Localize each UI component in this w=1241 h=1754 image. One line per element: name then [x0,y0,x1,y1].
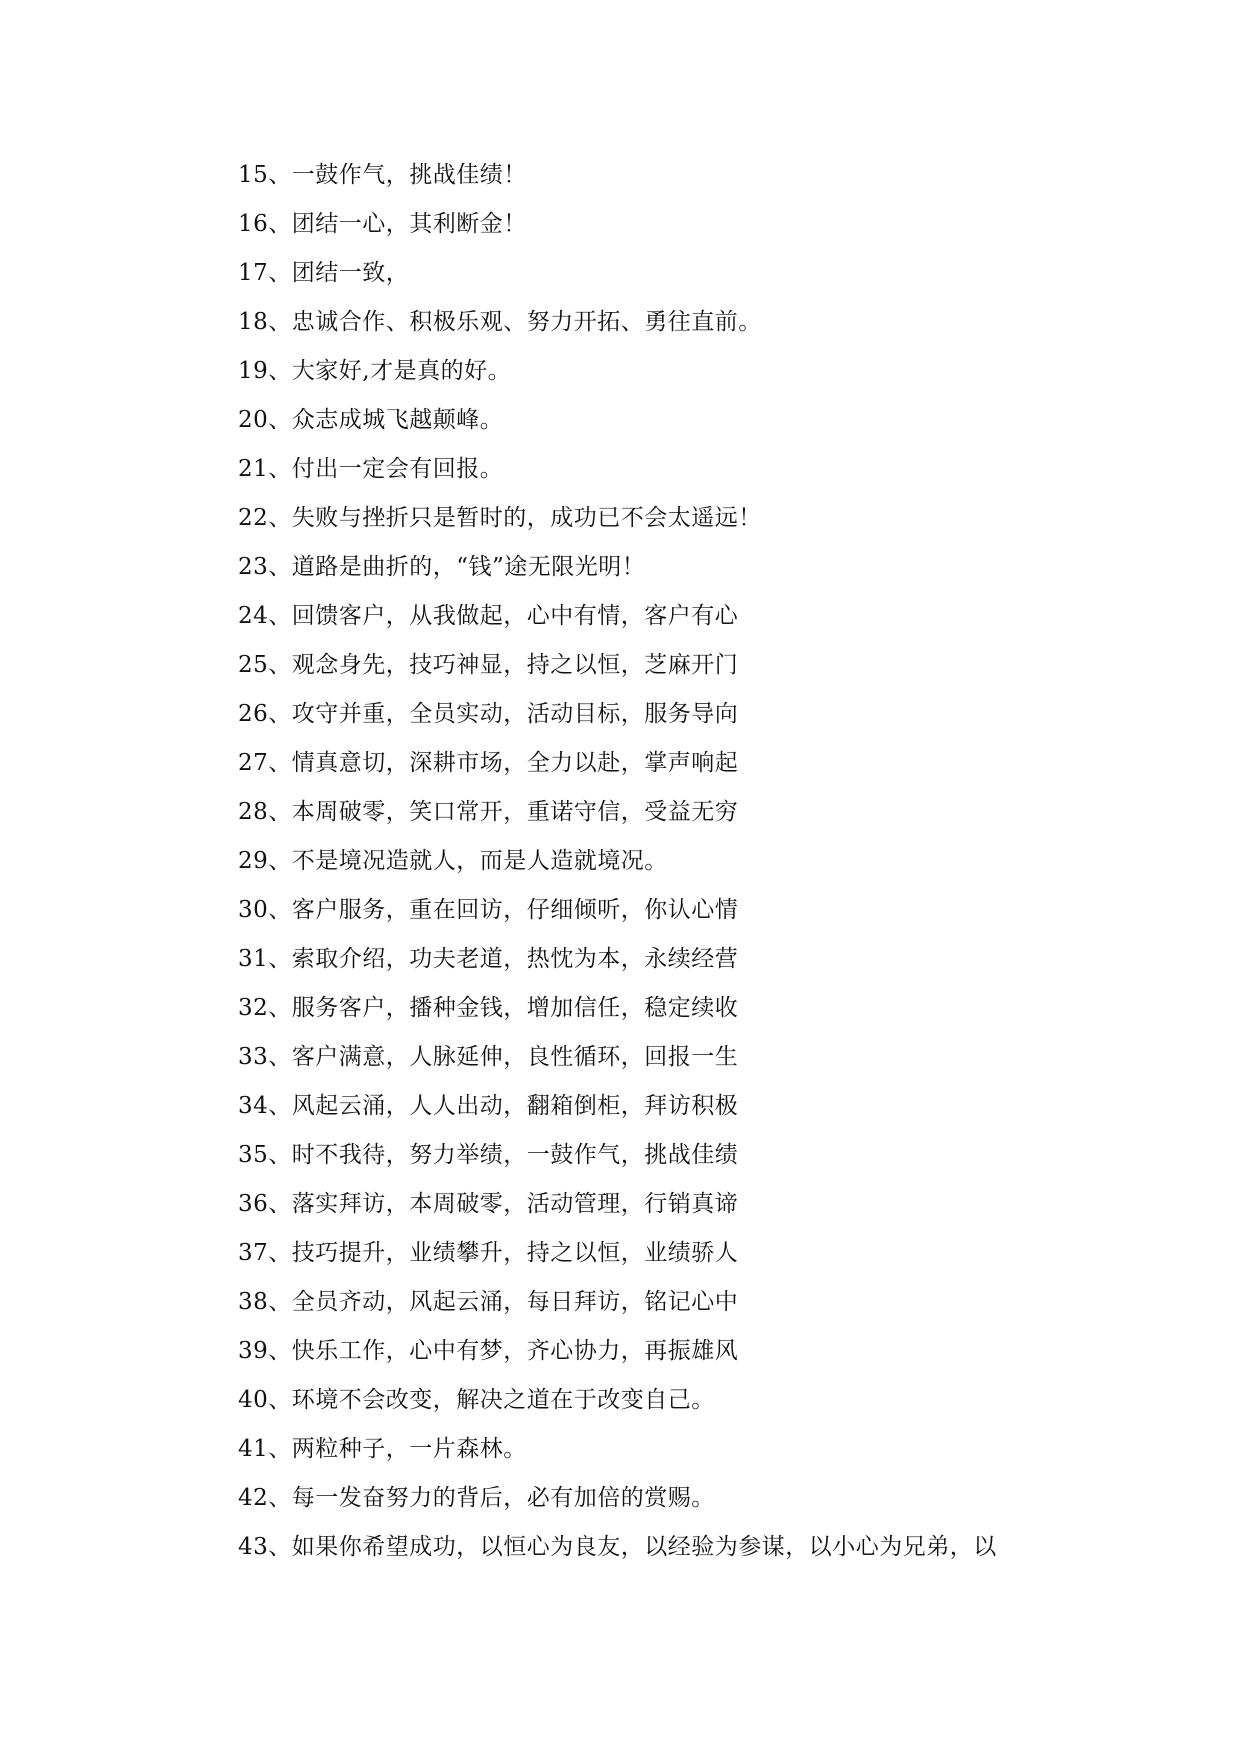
list-item: 36、落实拜访，本周破零，活动管理，行销真谛 [238,1191,739,1217]
list-item: 18、忠诚合作、积极乐观、努力开拓、勇往直前。 [238,309,762,335]
list-item: 16、团结一心，其利断金！ [238,211,527,237]
list-item: 28、本周破零，笑口常开，重诺守信，受益无穷 [238,799,739,825]
list-item: 30、客户服务，重在回访，仔细倾听，你认心情 [238,897,739,923]
list-item: 26、攻守并重，全员实动，活动目标，服务导向 [238,701,739,727]
list-item: 32、服务客户，播种金钱，增加信任，稳定续收 [238,995,739,1021]
list-item: 33、客户满意，人脉延伸，良性循环，回报一生 [238,1044,739,1070]
list-item: 35、时不我待，努力举绩，一鼓作气，挑战佳绩 [238,1142,739,1168]
list-item: 19、大家好,才是真的好。 [238,358,512,384]
list-item: 23、道路是曲折的，“钱”途无限光明！ [238,554,646,580]
list-item: 31、索取介绍，功夫老道，热忱为本，永续经营 [238,946,739,972]
list-item: 42、每一发奋努力的背后，必有加倍的赏赐。 [238,1485,715,1511]
list-item: 24、回馈客户，从我做起，心中有情，客户有心 [238,603,739,629]
list-item: 21、付出一定会有回报。 [238,456,504,482]
slogan-list [238,155,1138,1576]
list-item: 25、观念身先，技巧神显，持之以恒，芝麻开门 [238,652,739,678]
list-item: 15、一鼓作气，挑战佳绩！ [238,162,527,188]
list-item: 41、两粒种子，一片森林。 [238,1436,527,1462]
list-item: 27、情真意切，深耕市场，全力以赴，掌声响起 [238,750,739,776]
list-item: 22、失败与挫折只是暂时的，成功已不会太遥远！ [238,505,762,531]
list-item: 43、如果你希望成功，以恒心为良友，以经验为参谋，以小心为兄弟，以 [238,1534,997,1560]
list-item: 29、不是境况造就人，而是人造就境况。 [238,848,668,874]
list-item: 39、快乐工作，心中有梦，齐心协力，再振雄风 [238,1338,739,1364]
list-item: 17、团结一致， [238,260,410,286]
list-item: 37、技巧提升，业绩攀升，持之以恒，业绩骄人 [238,1240,739,1266]
list-item: 20、众志成城飞越颠峰。 [238,407,504,433]
list-item: 34、风起云涌，人人出动，翻箱倒柜，拜访积极 [238,1093,739,1119]
list-item: 40、环境不会改变，解决之道在于改变自己。 [238,1387,715,1413]
list-item: 38、全员齐动，风起云涌，每日拜访，铭记心中 [238,1289,739,1315]
